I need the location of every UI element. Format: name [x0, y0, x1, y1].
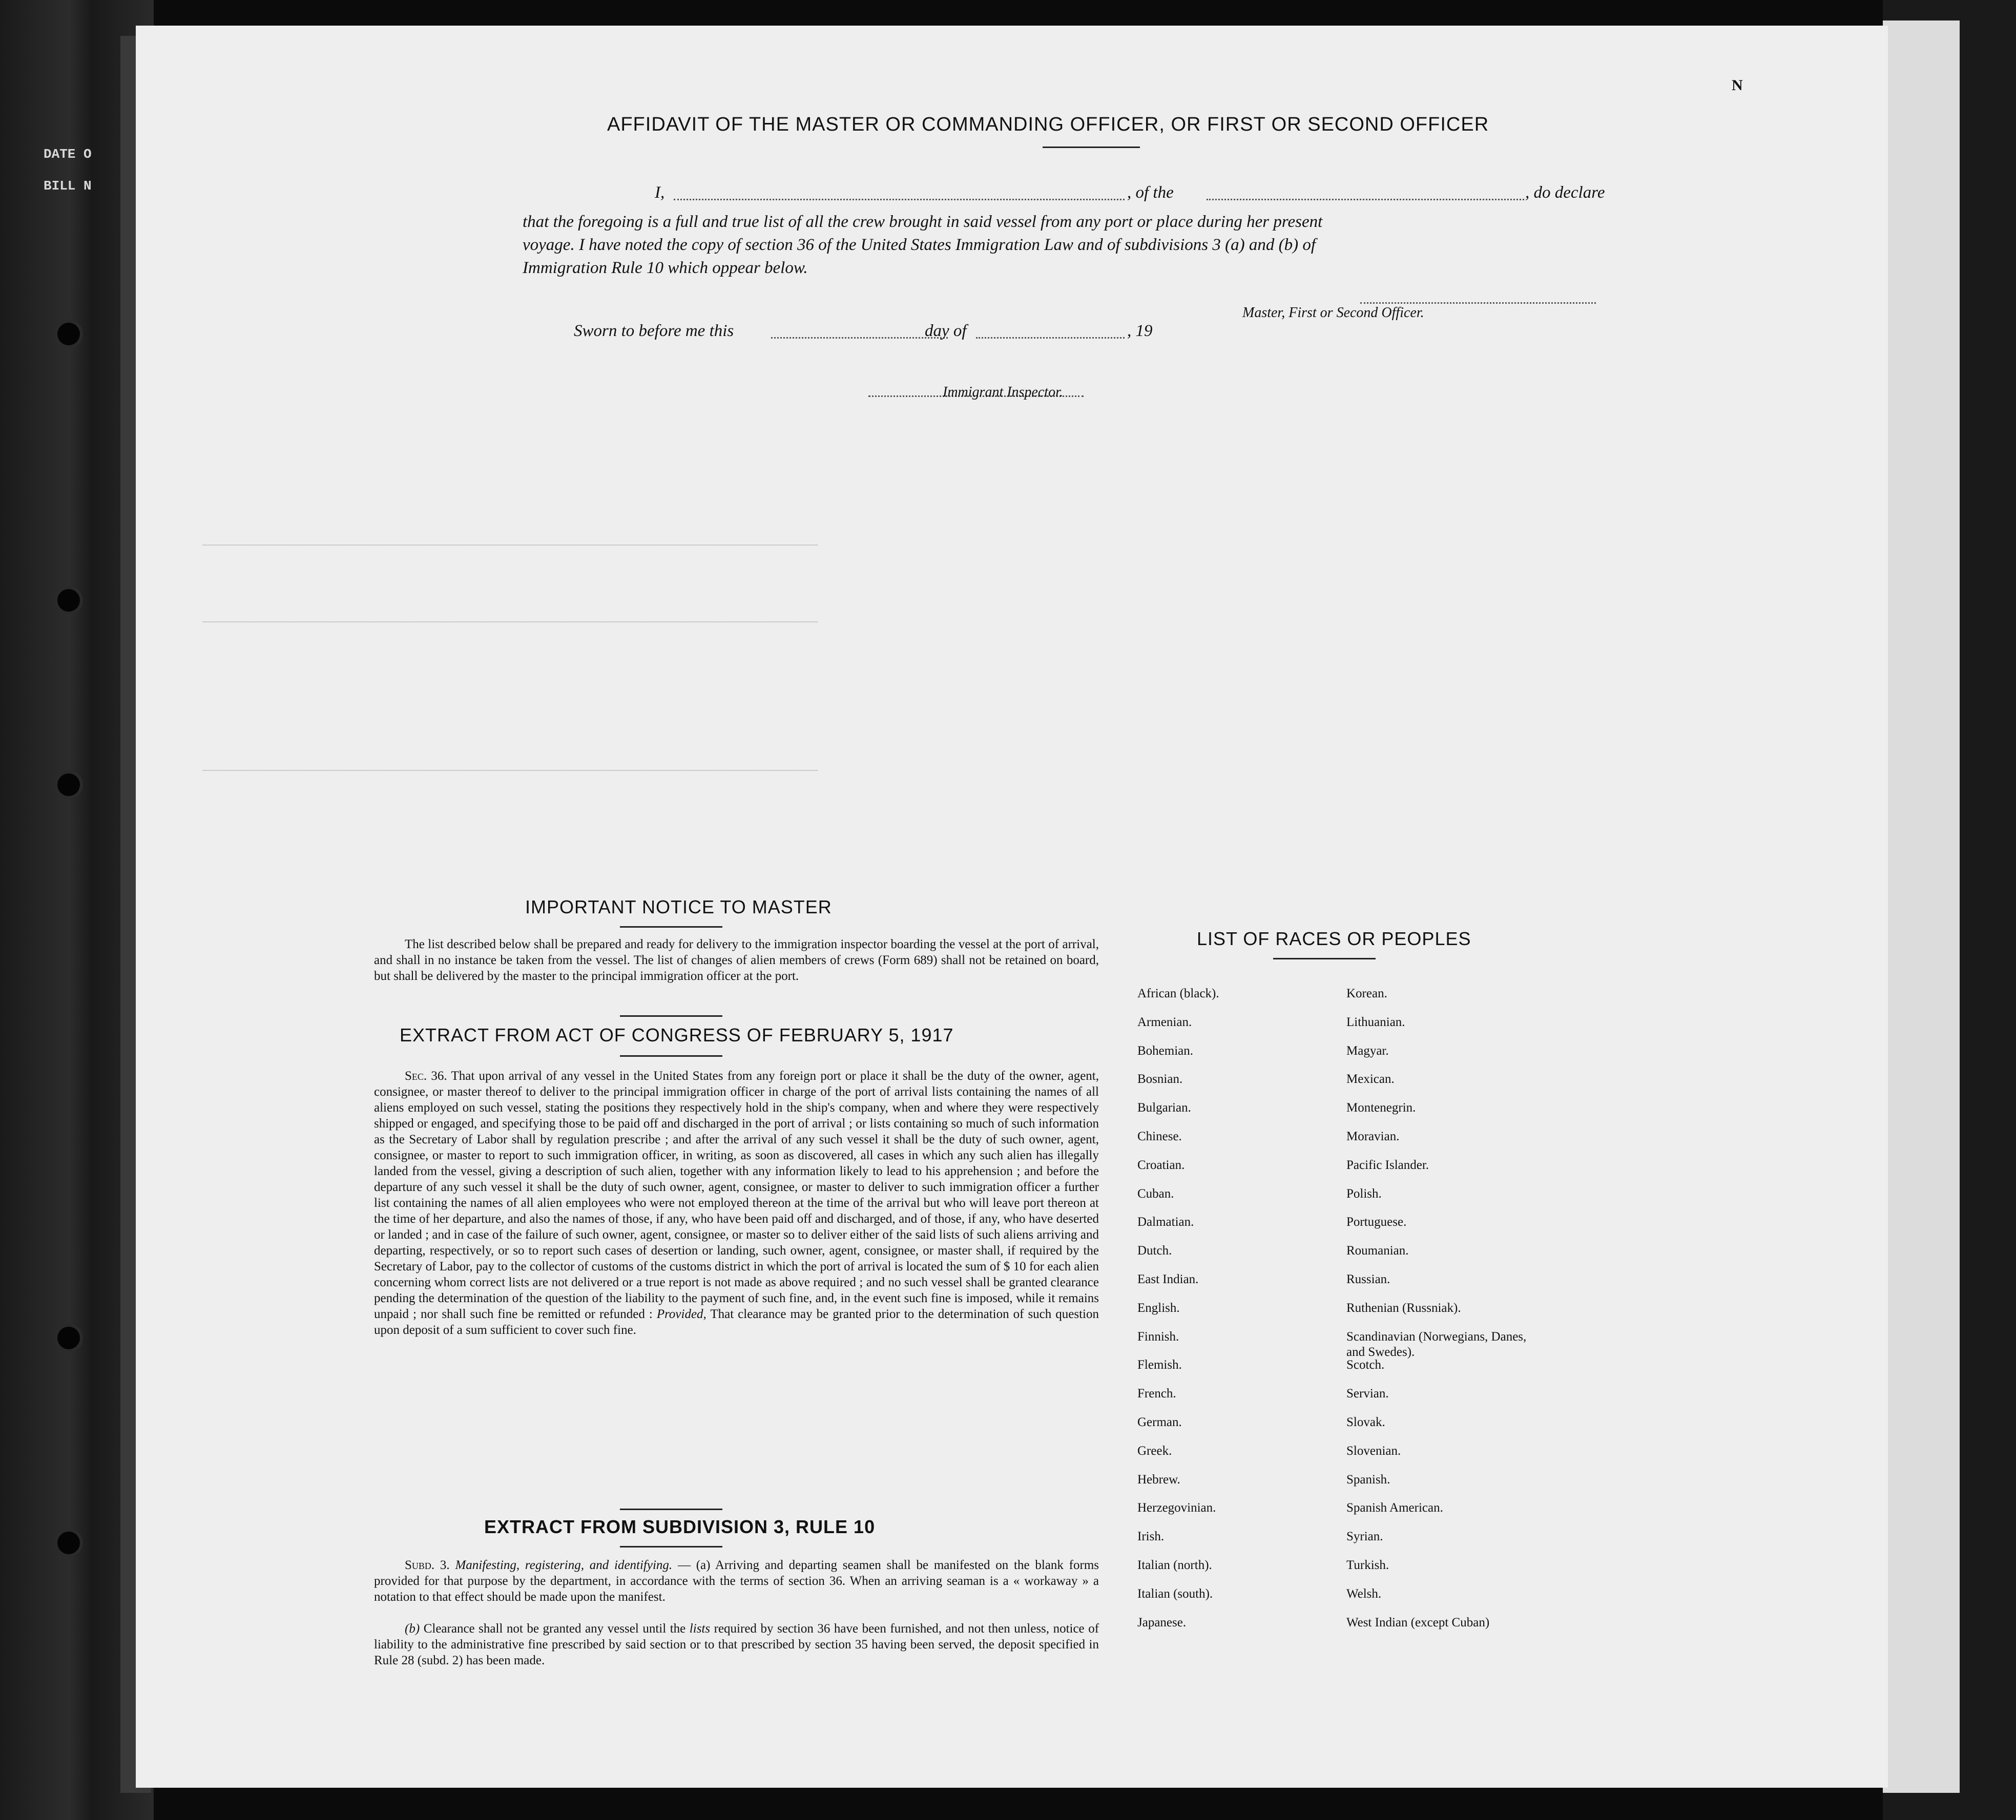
- bleed-through-marks: ─────────────────────────────────────────────────────────────────────────────: [202, 538, 818, 553]
- manifest-page: [136, 26, 1888, 1788]
- right-page-edge: [1883, 20, 1960, 1793]
- title-rule: [620, 1509, 722, 1510]
- race-item: Portuguese.: [1346, 1215, 1407, 1229]
- day-of-label: day of: [925, 322, 967, 340]
- binder-label-bill: BILL N: [44, 178, 92, 194]
- master-signature-line[interactable]: [1360, 302, 1596, 304]
- race-item: Hebrew.: [1137, 1472, 1180, 1487]
- affidavit-line-2: that the foregoing is a full and true list of all the crew brought in said vessel from any port or place during her present: [523, 213, 1323, 231]
- act-section-end: That clearance may be granted prior to the determination of such question upon deposit of a sum sufficient to cover such fine.: [374, 1307, 1099, 1337]
- rule10-b-lists: lists: [689, 1622, 711, 1636]
- rule10-b-text-1: Clearance shall not be granted any vessel until the: [423, 1622, 686, 1636]
- rule10-subd-label: Subd. 3.: [405, 1558, 450, 1572]
- race-item: Croatian.: [1137, 1158, 1185, 1172]
- rule10-b-text-2: required by section 36 have been furnished, and not then unless, notice of liability to the administrative fine prescribed by said section or to that prescribed by section 35 having been served, the deposit specified in Rule 28 (subd. 2) has been made.: [374, 1622, 1099, 1667]
- race-item: Cuban.: [1137, 1186, 1174, 1201]
- notice-title: IMPORTANT NOTICE TO MASTER: [525, 896, 832, 917]
- title-rule: [620, 1546, 722, 1547]
- race-item: Chinese.: [1137, 1129, 1182, 1143]
- punch-hole: [57, 773, 80, 796]
- race-item: Herzegovinian.: [1137, 1501, 1216, 1515]
- race-item: Polish.: [1346, 1186, 1382, 1201]
- title-rule: [620, 1055, 722, 1057]
- affidavit-of-the: , of the: [1127, 183, 1174, 202]
- binder-labels: [44, 138, 146, 271]
- affidavit-line-3: voyage. I have noted the copy of section 36 of the United States Immigration Law and of subdivisions 3 (a) and (b) of: [523, 236, 1316, 254]
- rule10-subd-title: Manifesting, registering, and identifying.: [455, 1558, 673, 1572]
- rule10-subd-a: [374, 1557, 1099, 1605]
- race-item: Italian (south).: [1137, 1586, 1213, 1601]
- title-rule: [1043, 147, 1140, 148]
- act-section-label: Sec. 36.: [405, 1069, 447, 1083]
- race-item: Servian.: [1346, 1387, 1389, 1401]
- notice-text: The list described below shall be prepared and ready for delivery to the immigration inspector boarding the vessel at the port of arrival, and shall in no instance be taken from the vessel. The list of changes of alien members of crews (Form 689) shall not be retained on board, but shall be delivered by the master to the principal immigration officer at the port.: [374, 937, 1099, 983]
- master-signature-label: Master, First or Second Officer.: [1242, 305, 1424, 321]
- race-item: Magyar.: [1346, 1043, 1389, 1058]
- race-item: African (black).: [1137, 987, 1219, 1000]
- race-item: Greek.: [1137, 1444, 1172, 1458]
- race-item: Pacific Islander.: [1346, 1158, 1429, 1172]
- affidavit-line-4: Immigration Rule 10 which oppear below.: [523, 259, 808, 277]
- races-title: LIST OF RACES OR PEOPLES: [1197, 928, 1471, 949]
- rule10-title: EXTRACT FROM SUBDIVISION 3, RULE 10: [484, 1516, 876, 1537]
- title-rule: [1273, 958, 1376, 959]
- race-item: Roumanian.: [1346, 1244, 1409, 1258]
- act-section-body: That upon arrival of any vessel in the United States from any foreign port or place it shall be the duty of the owner, agent, consignee, or master thereof to deliver to the principal immigration officer in charge of the port of arrival lists containing the names of all aliens employed on such vessel, stating the positions they respectively hold in the ship's company, when and where they were respectively shipped or engaged, and specifying those to be paid off and discharged in the port of arrival ; or lists containing so much of such information as the Secretary of Labor shall by regulation prescribe ; and after the arrival of any such vessel it shall be the duty of such owner, agent, consignee, or master to report to such immigration officer, in writing, as soon as discovered, all cases in which any such alien has illegally landed from the vessel, giving a description of such alien, together with any information likely to lead to his apprehension ; and before the departure of any such vessel it shall be the duty of such owner, agent, consignee, or master to deliver to such immigration officer a further list containing the names of all alien employees who were not employed thereon at the time of the arrival but who will leave port thereon at the time of her departure, and also the names of those, if any, who have been paid off and discharged, and of those, if any, who have deserted or landed ; and in case of the failure of such owner, agent, consignee, or master so to deliver either of the said lists of such aliens arriving and departing, respectively, or so to report such cases of desertion or landing, such owner, agent, consignee, or master shall, if required by the Secretary of Labor, pay to the collector of customs of the customs district in which the port of arrival is located the sum of $ 10 for each alien concerning whom correct lists are not delivered or a true report is not made as above required ; and no such vessel shall be granted clearance pending the determination of the question of the liability to the payment of such fine, and, in the event such fine is imposed, while it remains unpaid ; nor shall such fine be remitted or refunded :: [374, 1069, 1099, 1321]
- act-title: EXTRACT FROM ACT OF CONGRESS OF FEBRUARY 5, 1917: [400, 1024, 954, 1045]
- affidavit-title: AFFIDAVIT OF THE MASTER OR COMMANDING OFFICER, OR FIRST OR SECOND OFFICER: [607, 114, 1489, 135]
- race-item: Korean.: [1346, 987, 1387, 1000]
- race-item: Montenegrin.: [1346, 1101, 1416, 1115]
- race-item: Japanese.: [1137, 1615, 1187, 1629]
- punch-hole: [57, 1327, 80, 1349]
- race-item: Moravian.: [1346, 1129, 1400, 1143]
- race-item: Welsh.: [1346, 1586, 1382, 1601]
- race-item: Lithuanian.: [1346, 1015, 1405, 1029]
- right-binder-strip: [1883, 0, 2016, 1820]
- race-item: Italian (north).: [1137, 1558, 1212, 1572]
- rule10-a-text: — (a) Arriving and departing seamen shall be manifested on the blank forms provided for that purpose by the department, in accordance with the terms of section 36. When an arriving seaman is a « workaway » a notation to that effect should be made upon the manifest.: [374, 1558, 1099, 1604]
- race-item: West Indian (except Cuban): [1346, 1615, 1490, 1629]
- bleed-through-marks: ─────────────────────────────────────────────────────────────────────────────: [202, 615, 818, 630]
- race-item: Armenian.: [1137, 1015, 1192, 1029]
- year-label: , 19: [1127, 322, 1153, 340]
- sworn-label: Sworn to before me this: [574, 322, 734, 340]
- binder-label-date: DATE O: [44, 147, 92, 162]
- bleed-through-marks: ─────────────────────────────────────────────────────────────────────────────: [202, 763, 818, 779]
- race-item: Russian.: [1346, 1272, 1390, 1286]
- affidavit-do-declare: , do declare: [1525, 183, 1605, 202]
- race-item: Flemish.: [1137, 1358, 1182, 1372]
- rule10-subd-b: [374, 1621, 1099, 1668]
- race-item: Slovenian.: [1346, 1444, 1401, 1458]
- race-item: Dalmatian.: [1137, 1215, 1194, 1229]
- act-section-36-text: [374, 1068, 1099, 1338]
- title-rule: [620, 1015, 722, 1017]
- race-item: Finnish.: [1137, 1329, 1179, 1344]
- race-item: French.: [1137, 1387, 1176, 1401]
- inspector-signature-label: Immigrant Inspector.: [943, 384, 1063, 400]
- race-item: German.: [1137, 1415, 1182, 1429]
- officer-name-field[interactable]: [674, 199, 1125, 200]
- punch-hole: [57, 589, 80, 612]
- race-item: Bulgarian.: [1137, 1101, 1191, 1115]
- race-item: Bohemian.: [1137, 1043, 1194, 1058]
- sworn-day-field[interactable]: [771, 337, 948, 339]
- affidavit-i-label: I,: [655, 183, 665, 202]
- sworn-month-field[interactable]: [976, 337, 1125, 339]
- race-item: Dutch.: [1137, 1244, 1172, 1258]
- race-item: East Indian.: [1137, 1272, 1199, 1286]
- punch-hole: [57, 323, 80, 345]
- title-rule: [620, 926, 722, 928]
- punch-hole: [57, 1532, 80, 1554]
- race-item: Scotch.: [1346, 1358, 1385, 1372]
- race-item: Bosnian.: [1137, 1072, 1183, 1086]
- race-item: Ruthenian (Russniak).: [1346, 1301, 1461, 1315]
- race-item: Syrian.: [1346, 1530, 1383, 1544]
- race-item: Irish.: [1137, 1530, 1165, 1544]
- act-provided: Provided,: [656, 1307, 706, 1321]
- rule10-b-label: (b): [405, 1622, 420, 1636]
- vessel-name-field[interactable]: [1207, 199, 1524, 200]
- race-item: English.: [1137, 1301, 1180, 1315]
- race-item: Slovak.: [1346, 1415, 1385, 1429]
- race-item: Mexican.: [1346, 1072, 1395, 1086]
- race-item: Spanish.: [1346, 1472, 1390, 1487]
- race-item: Spanish American.: [1346, 1501, 1443, 1515]
- race-item: Turkish.: [1346, 1558, 1389, 1572]
- corner-mark: N: [1732, 77, 1743, 94]
- race-item: Scandinavian (Norwegians, Danes, and Swedes).: [1346, 1329, 1527, 1359]
